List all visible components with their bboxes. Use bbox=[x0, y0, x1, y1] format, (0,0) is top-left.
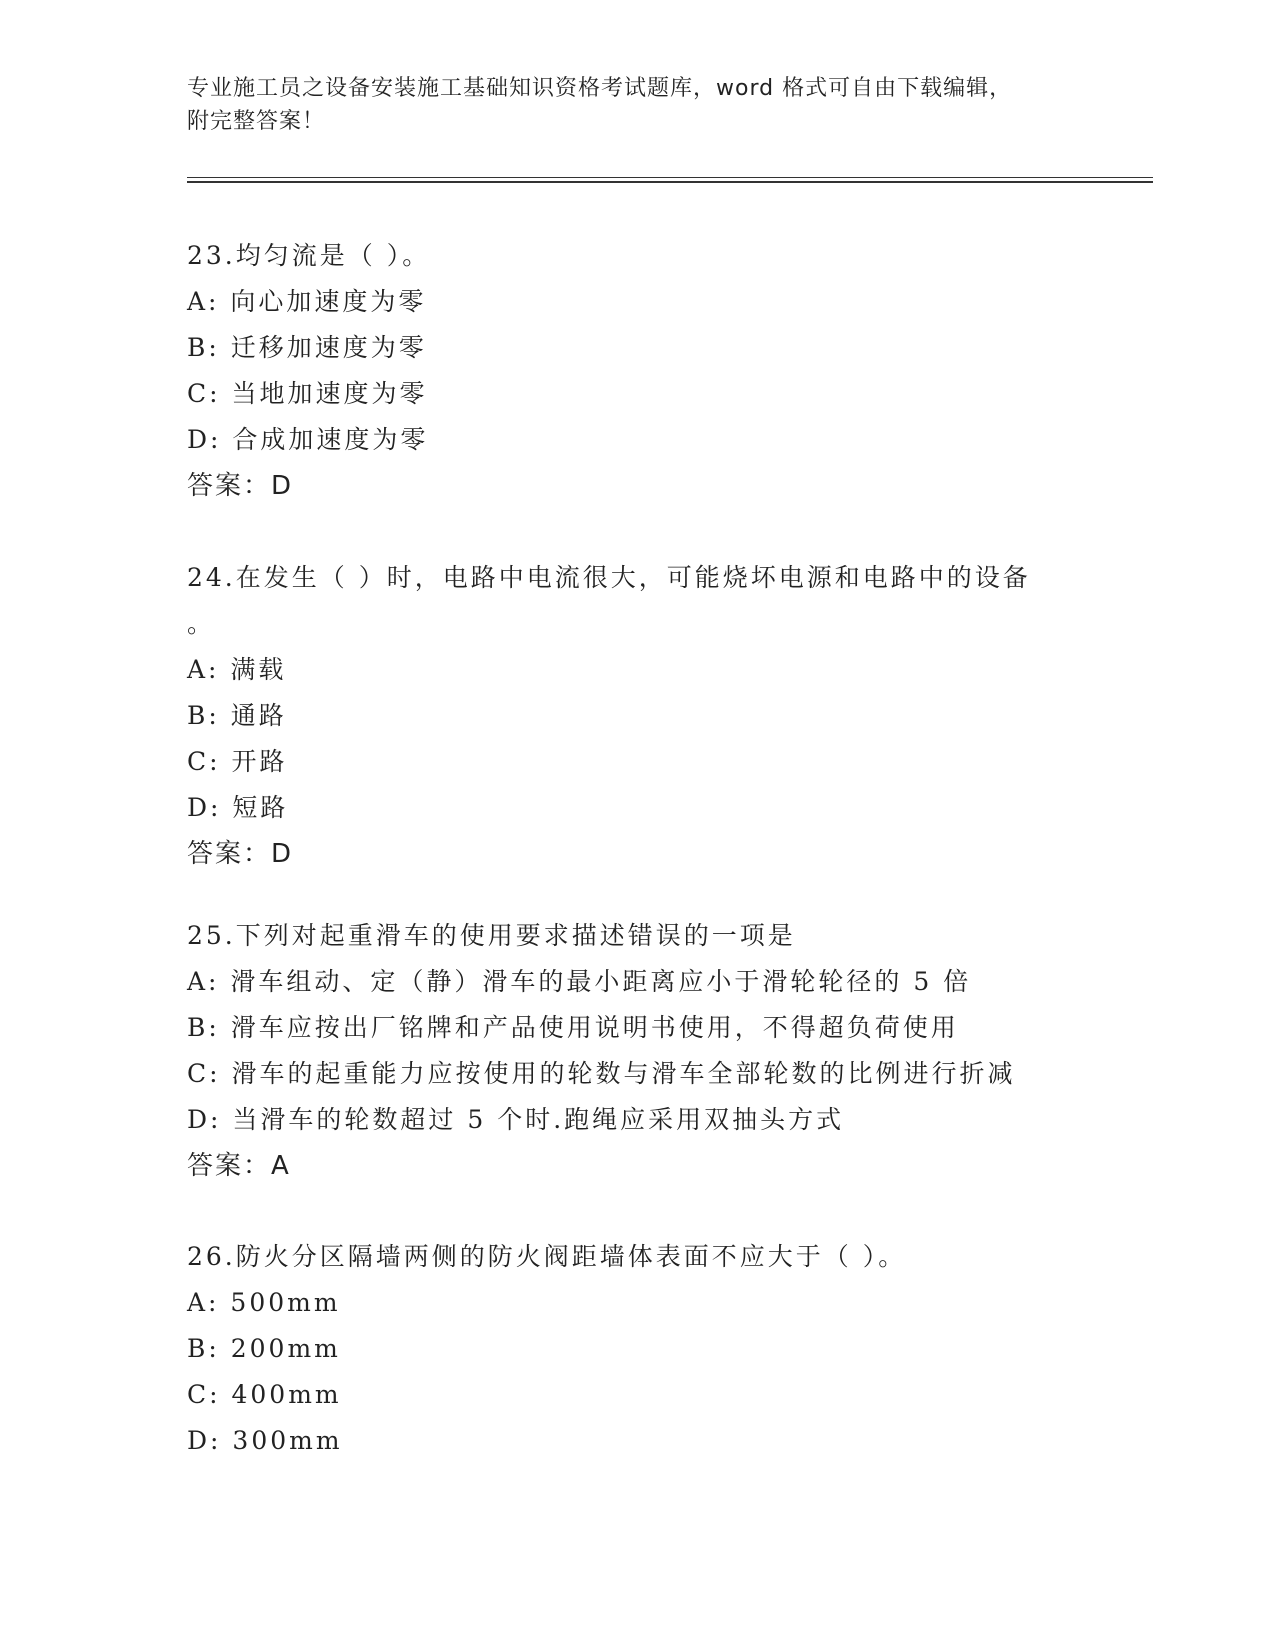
question-23 bbox=[187, 233, 1087, 509]
question-stem: 25.下列对起重滑车的使用要求描述错误的一项是 bbox=[187, 921, 796, 950]
option-a: A: 500mm bbox=[187, 1288, 341, 1317]
question-stem: 24.在发生（ ）时，电路中电流很大，可能烧坏电源和电路中的设备 bbox=[187, 563, 1031, 592]
question-25 bbox=[187, 913, 1087, 1189]
document-header bbox=[187, 72, 1087, 138]
question-26 bbox=[187, 1234, 1087, 1464]
option-c: C: 当地加速度为零 bbox=[187, 379, 428, 408]
option-b: B: 滑车应按出厂铭牌和产品使用说明书使用，不得超负荷使用 bbox=[187, 1013, 959, 1042]
option-d: D: 当滑车的轮数超过 5 个时.跑绳应采用双抽头方式 bbox=[187, 1105, 845, 1134]
option-c: C: 开路 bbox=[187, 747, 288, 776]
answer-line: 答案：A bbox=[187, 1151, 291, 1181]
header-divider-thin bbox=[187, 177, 1153, 178]
option-b: B: 200mm bbox=[187, 1334, 341, 1363]
header-divider-thick bbox=[187, 181, 1153, 183]
header-line-2: 附完整答案！ bbox=[187, 109, 326, 134]
option-c: C: 滑车的起重能力应按使用的轮数与滑车全部轮数的比例进行折减 bbox=[187, 1059, 1016, 1088]
option-d: D: 短路 bbox=[187, 793, 289, 822]
header-line-1: 专业施工员之设备安装施工基础知识资格考试题库，word 格式可自由下载编辑， bbox=[187, 76, 1013, 101]
question-stem: 26.防火分区隔墙两侧的防火阀距墙体表面不应大于（ ）。 bbox=[187, 1242, 907, 1271]
option-c: C: 400mm bbox=[187, 1380, 342, 1409]
option-a: A: 向心加速度为零 bbox=[187, 287, 427, 316]
option-b: B: 通路 bbox=[187, 701, 287, 730]
option-d: D: 合成加速度为零 bbox=[187, 425, 429, 454]
option-a: A: 滑车组动、定（静）滑车的最小距离应小于滑轮轮径的 5 倍 bbox=[187, 967, 972, 996]
option-d: D: 300mm bbox=[187, 1426, 343, 1455]
question-24 bbox=[187, 555, 1087, 877]
option-b: B: 迁移加速度为零 bbox=[187, 333, 427, 362]
answer-line: 答案：D bbox=[187, 839, 294, 869]
answer-line: 答案：D bbox=[187, 471, 294, 501]
question-stem-continuation: 。 bbox=[187, 609, 213, 638]
option-a: A: 满载 bbox=[187, 655, 287, 684]
question-stem: 23.均匀流是（ ）。 bbox=[187, 241, 431, 270]
